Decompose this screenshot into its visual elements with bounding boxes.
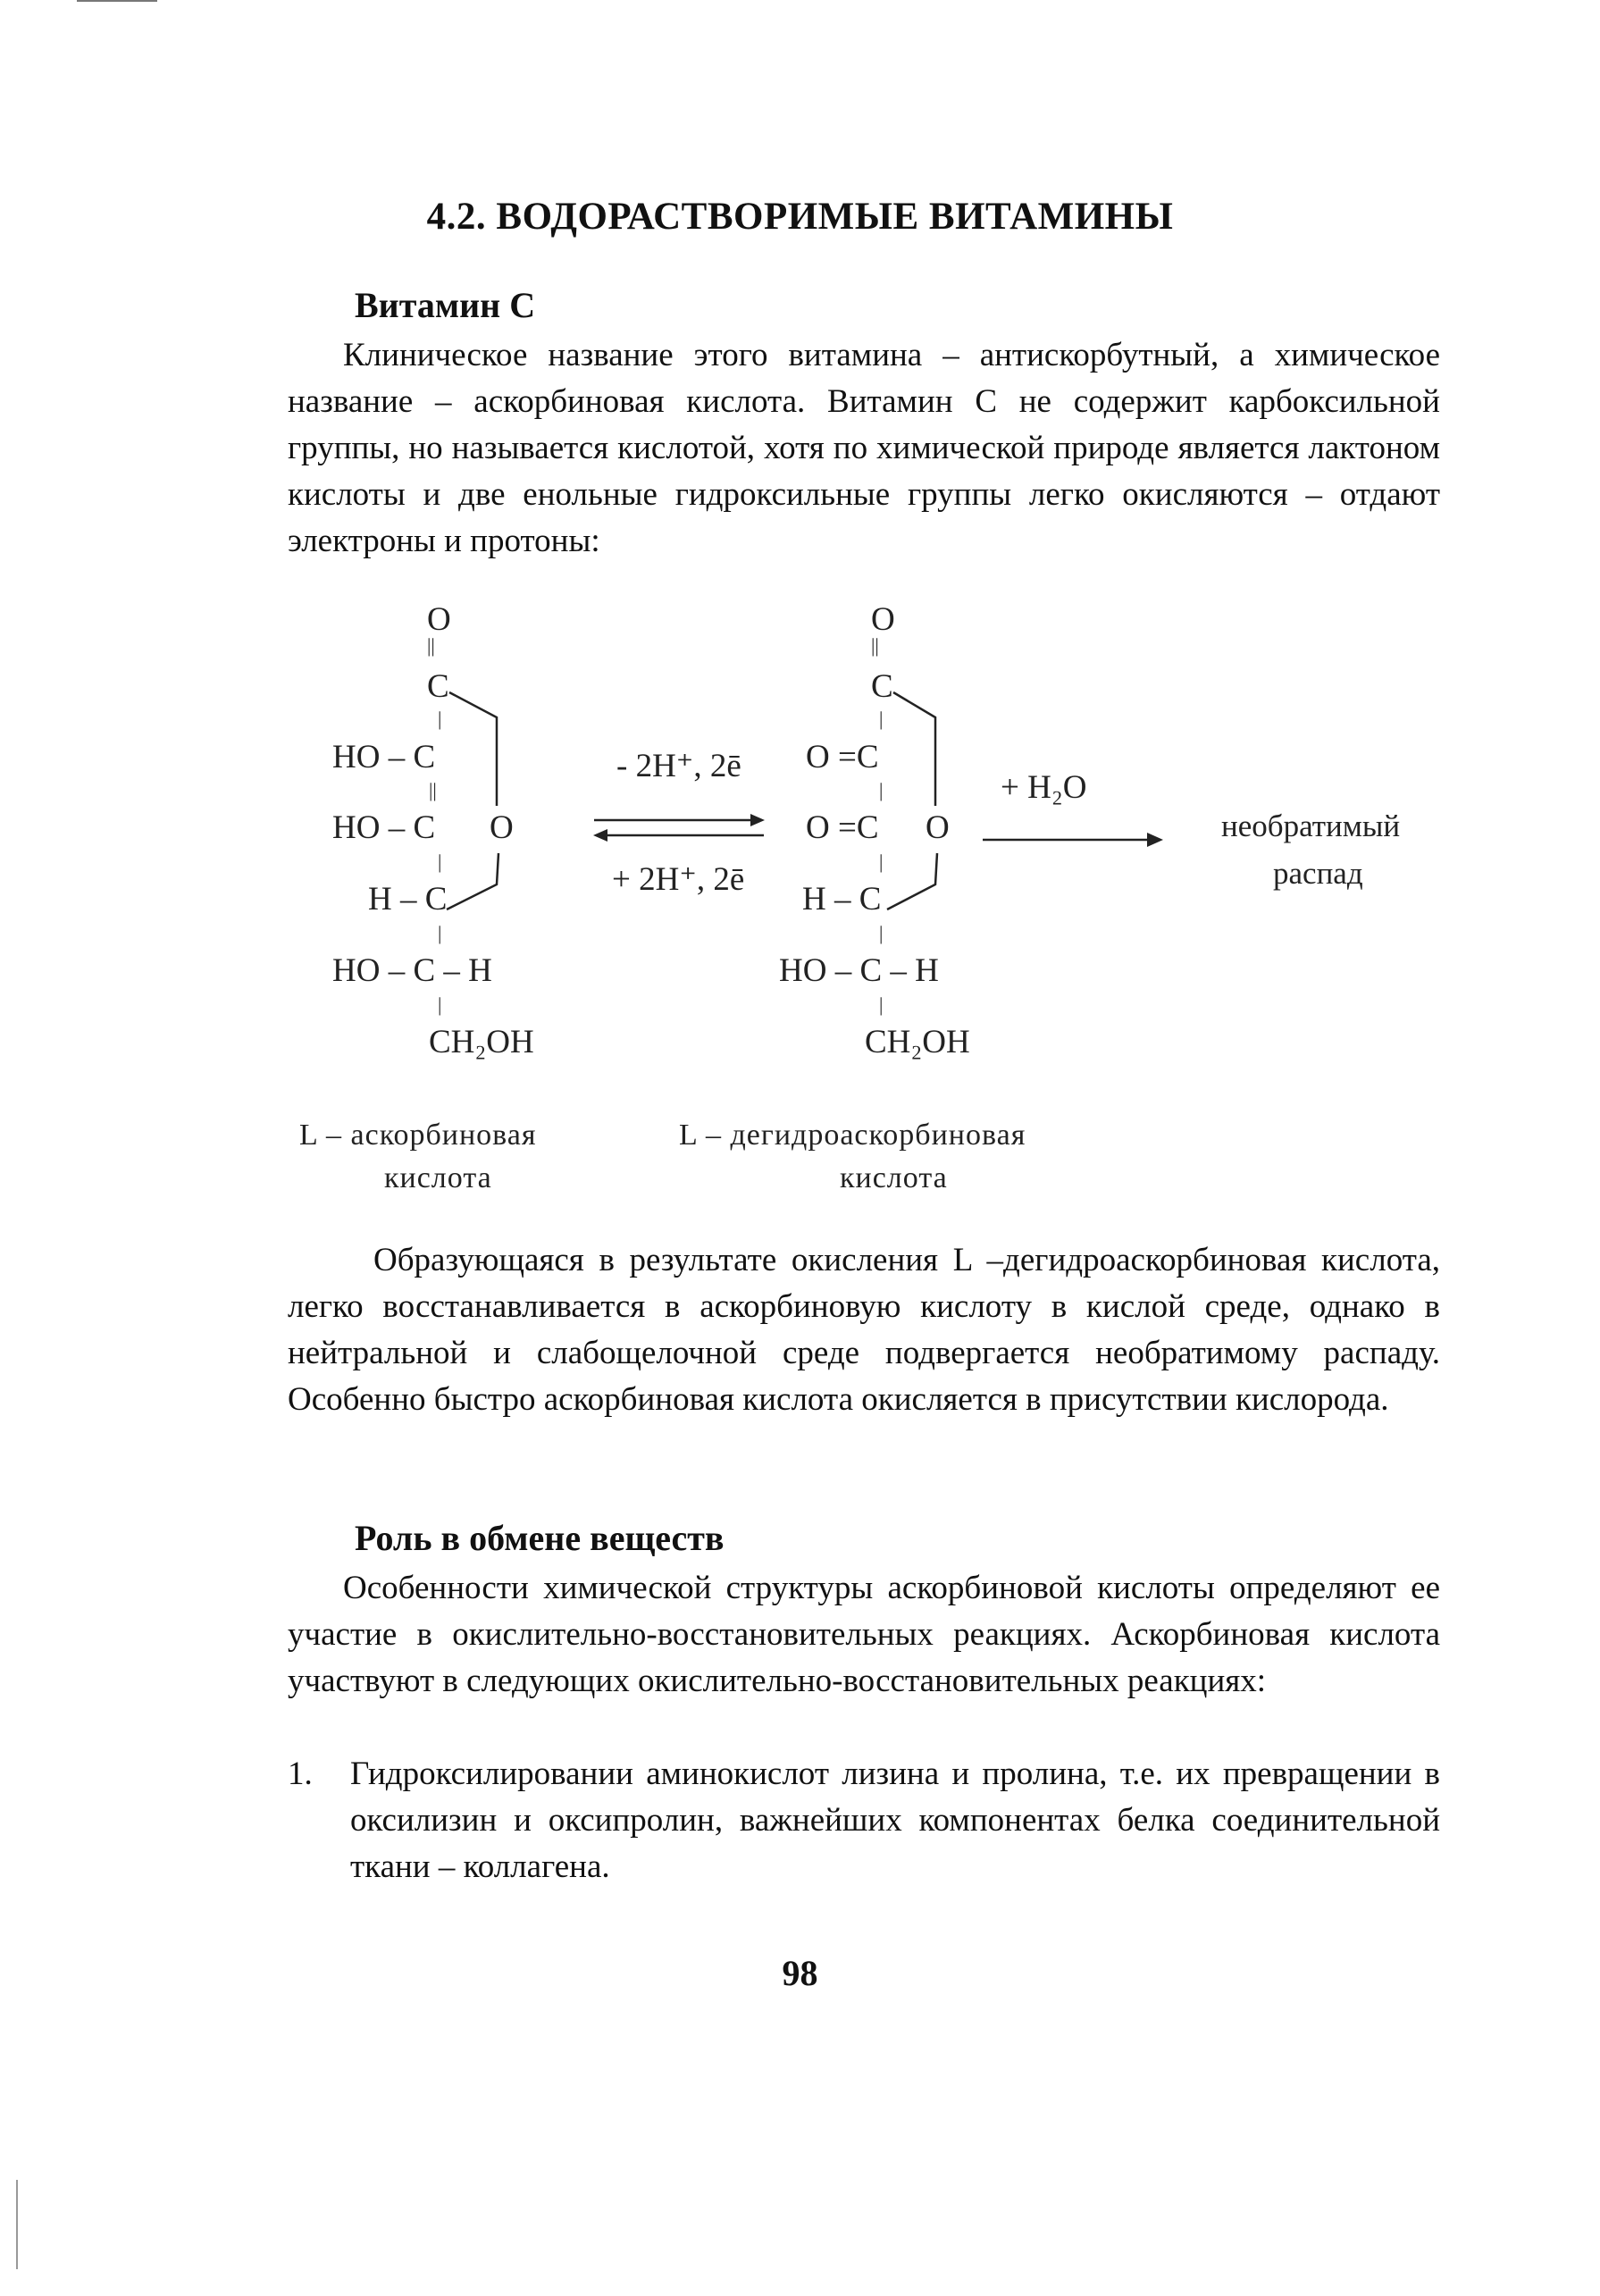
dhasc-c1: C [871, 668, 893, 705]
dhasc-r3: O =C [806, 809, 879, 846]
paragraph-metabolism [288, 1565, 1440, 1705]
asc-r3: HO – C [332, 809, 436, 846]
section-title: 4.2. ВОДОРАСТВОРИМЫЕ ВИТАМИНЫ [426, 196, 1174, 238]
product-line-1: необратимый [1221, 809, 1401, 843]
asc-r4: H – C [368, 881, 448, 918]
asc-r2: HO – C [332, 739, 436, 775]
water-arrow-head [1147, 833, 1163, 847]
dhasc-r2: O =C [806, 739, 879, 775]
asc-bond-2: | [438, 851, 442, 873]
heading-vitamin-c: Витамин С [355, 285, 536, 325]
dhasc-r6: CH₂OH [865, 1024, 970, 1060]
forward-arrow-head [750, 814, 765, 826]
asc-bond-1: | [438, 708, 442, 730]
list-item [288, 1751, 1440, 1890]
dhasc-r5: HO – C – H [779, 952, 939, 989]
asc-c1: C [427, 668, 449, 705]
heading-metabolism: Роль в обмене веществ [355, 1518, 725, 1558]
asc-ring-o: O [490, 809, 514, 846]
metabolism-text: Особенности химической структуры аскорбиновой кислоты определяют ее участие в окислительно-восстановительных реакциях. Аскорбиновая кислота участвуют в следующих окислительно-восстановительных реакциях: [288, 1570, 1440, 1699]
asc-bond-3: | [438, 922, 442, 944]
dhasc-bond-2: | [879, 779, 884, 801]
reverse-label: + 2H⁺, 2ē [612, 861, 745, 898]
after-scheme-text: Образующаяся в результате окисления L –дегидроаскорбиновая кислота, легко восстанавливается в аскорбиновую кислоту в кислой среде, однако в нейтральной и слабощелочной среде подвергается необратимому распаду. Особенно быстро аскорбиновая кислота окисляется в присутствии кислорода. [288, 1242, 1440, 1418]
forward-label: - 2H⁺, 2ē [616, 748, 741, 784]
caption-right-2: кислота [840, 1161, 948, 1194]
reaction-list [288, 1751, 1440, 1890]
dhasc-o-top: O [871, 601, 895, 638]
dhasc-ring-lower [887, 853, 937, 909]
asc-ring-lower [447, 853, 498, 909]
reverse-arrow-head [593, 829, 607, 842]
product-line-2: распад [1273, 856, 1363, 891]
dhasc-r4: H – C [802, 881, 882, 918]
list-item-number: 1. [288, 1756, 313, 1792]
dhasc-ring-o: O [926, 809, 950, 846]
asc-o-top: O [427, 601, 451, 638]
paragraph-after-scheme [288, 1237, 1440, 1423]
dhasc-bond-3: | [879, 851, 884, 873]
caption-left-1: L – аскорбиновая [299, 1119, 537, 1152]
asc-r6: CH₂OH [429, 1024, 534, 1060]
asc-ring-upper [449, 692, 497, 806]
asc-r5: HO – C – H [332, 952, 492, 989]
caption-left-2: кислота [384, 1161, 492, 1194]
dhasc-bond-4: | [879, 922, 884, 944]
dhasc-bond-1: | [879, 708, 884, 730]
dhasc-double-bond: || [871, 634, 879, 657]
asc-bond-4: | [438, 993, 442, 1016]
list-item-text: Гидроксилировании аминокислот лизина и пролина, т.е. их превращении в оксилизин и оксипролин, важнейших компонентах белка соединительной ткани – коллагена. [350, 1756, 1440, 1885]
dhasc-bond-5: | [879, 993, 884, 1016]
intro-text: Клиническое название этого витамина – антискорбутный, а химическое название – аскорбиновая кислота. Витамин С не содержит карбоксильной группы, но называется кислотой, хотя по химической природе является лактоном кислоты и две енольные гидроксильные группы легко окисляются – отдают электроны и протоны: [288, 337, 1440, 559]
caption-right-1: L – дегидроаскорбиновая [679, 1119, 1026, 1152]
water-label: + H₂O [1001, 769, 1087, 806]
margin-rule [16, 2180, 18, 2269]
asc-double-bond-2: || [429, 779, 437, 801]
dhasc-ring-upper [893, 692, 935, 806]
asc-double-bond: || [427, 634, 435, 657]
page-number: 98 [782, 1953, 818, 1993]
